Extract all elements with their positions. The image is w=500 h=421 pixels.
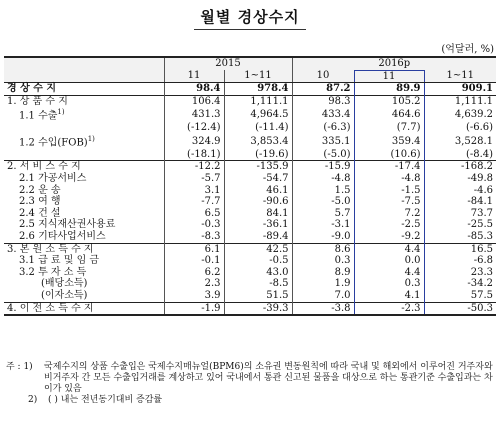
row-label (4, 267, 164, 279)
cell-value: 5.7 (292, 208, 354, 220)
cell-value: -0.5 (224, 255, 292, 267)
row-label (4, 185, 164, 197)
table-body (4, 83, 496, 315)
cell-value: -168.2 (424, 161, 496, 173)
cell-value: (-18.1) (164, 149, 224, 161)
cell-value: 51.5 (224, 290, 292, 302)
title-wrap (0, 6, 500, 30)
cell-value: (-19.6) (224, 149, 292, 161)
cell-value: 1,111.1 (224, 95, 292, 107)
cell-value: 87.2 (292, 83, 354, 96)
row-label-text: 1. 상 품 수 지 (7, 95, 68, 107)
cell-value: -84.1 (424, 196, 496, 208)
cell-value: 6.1 (164, 243, 224, 255)
cell-value: 42.5 (224, 243, 292, 255)
cell-value: -49.8 (424, 173, 496, 185)
row-label (4, 173, 164, 185)
table-row (4, 107, 496, 122)
cell-value: -39.3 (224, 302, 292, 315)
cell-value: -89.4 (224, 231, 292, 243)
cell-value: -0.1 (164, 255, 224, 267)
cell-value: 16.5 (424, 243, 496, 255)
cell-value: (-8.4) (424, 149, 496, 161)
cell-value: (-6.3) (292, 122, 354, 134)
cell-value: -0.3 (164, 219, 224, 231)
cell-value: 4.4 (354, 267, 424, 279)
row-label-text: 1.1 수출 (19, 110, 58, 122)
table-row (4, 208, 496, 220)
cell-value: 0.3 (354, 278, 424, 290)
row-label-text: 3. 본 원 소 득 수 지 (7, 243, 94, 255)
cell-value: -36.1 (224, 219, 292, 231)
row-label (4, 208, 164, 220)
cell-value: 359.4 (354, 134, 424, 149)
row-label (4, 149, 164, 161)
cell-value: -135.9 (224, 161, 292, 173)
cell-value: 73.7 (424, 208, 496, 220)
row-label (4, 219, 164, 231)
table-row (4, 196, 496, 208)
cell-value: -4.6 (424, 185, 496, 197)
footnote-text: 국제수지의 상품 수출입은 국제수지매뉴얼(BPM6)의 소유권 변동원칙에 따라 국내 및 해외에서 이루어진 거주자와 비거주자 간 모든 수출입거래를 계상하고 있어 국내에서 통관 신고된 물품을 대상으로 하는 통관기준 수출입과는 차이가 있음 (44, 362, 493, 394)
cell-value: 1,111.1 (424, 95, 496, 107)
row-label (4, 255, 164, 267)
col-header: 1~11 (424, 70, 496, 83)
cell-value: -50.3 (424, 302, 496, 315)
row-label-text: 경 상 수 지 (7, 83, 57, 95)
row-label (4, 83, 164, 96)
cell-value: -4.8 (292, 173, 354, 185)
table-row (4, 267, 496, 279)
row-label (4, 243, 164, 255)
cell-value: 433.4 (292, 107, 354, 122)
table-row (4, 122, 496, 134)
row-label-text: 4. 이 전 소 득 수 지 (7, 302, 94, 314)
cell-value: 0.0 (354, 255, 424, 267)
cell-value: 8.6 (292, 243, 354, 255)
cell-value: 98.3 (292, 95, 354, 107)
footnote-ref: 1) (87, 134, 95, 143)
cell-value: 4,639.2 (424, 107, 496, 122)
footnote-mark: 주 : 1) (6, 362, 33, 372)
cell-value: 464.6 (354, 107, 424, 122)
row-label-text: 1.2 수입(FOB) (19, 137, 88, 149)
cell-value: 7.2 (354, 208, 424, 220)
cell-value: -25.5 (424, 219, 496, 231)
table-row (4, 134, 496, 149)
row-label (4, 231, 164, 243)
table-row (4, 185, 496, 197)
row-label-text: 2. 서 비 스 수 지 (7, 161, 81, 173)
page-title: 월별 경상수지 (194, 6, 305, 30)
table-row (4, 83, 496, 96)
table-row (4, 149, 496, 161)
row-label (4, 95, 164, 107)
cell-value: 23.3 (424, 267, 496, 279)
cell-value: 105.2 (354, 95, 424, 107)
table-row (4, 290, 496, 302)
table-row (4, 95, 496, 107)
row-label-text: 2.5 지식재산권사용료 (19, 219, 116, 231)
cell-value: 3,528.1 (424, 134, 496, 149)
row-label-text: 2.1 가공서비스 (19, 173, 87, 184)
footnote-text: ( ) 내는 전년동기대비 증감률 (48, 395, 163, 405)
cell-value: -7.5 (354, 196, 424, 208)
row-label-text: (배당소득) (41, 278, 88, 290)
header-year-2016: 2016p (292, 57, 496, 70)
cell-value: 6.5 (164, 208, 224, 220)
cell-value: -6.8 (424, 255, 496, 267)
row-label-text: 2.6 기타사업서비스 (19, 230, 106, 242)
row-label-text: 2.3 여 행 (19, 196, 61, 208)
row-label (4, 107, 164, 122)
table-row (4, 219, 496, 231)
cell-value: -8.3 (164, 231, 224, 243)
cell-value: 98.4 (164, 83, 224, 96)
row-label (4, 196, 164, 208)
cell-value: -1.5 (354, 185, 424, 197)
cell-value: 431.3 (164, 107, 224, 122)
current-account-table (4, 56, 496, 316)
cell-value: 335.1 (292, 134, 354, 149)
cell-value: (-6.6) (424, 122, 496, 134)
cell-value: (-12.4) (164, 122, 224, 134)
cell-value: 43.0 (224, 267, 292, 279)
col-header: 11 (164, 70, 224, 83)
row-label-text: 3.1 급 료 및 임 금 (19, 255, 100, 267)
row-label (4, 161, 164, 173)
cell-value: -85.3 (424, 231, 496, 243)
cell-value: -12.2 (164, 161, 224, 173)
row-label-text: 3.2 투 자 소 득 (19, 266, 87, 278)
cell-value: 6.2 (164, 267, 224, 279)
table-row (4, 231, 496, 243)
row-label (4, 134, 164, 149)
cell-value: 4,964.5 (224, 107, 292, 122)
cell-value: 106.4 (164, 95, 224, 107)
table-row (4, 173, 496, 185)
row-label-text: 2.4 건 설 (19, 207, 61, 219)
footnote-mark: 2) (28, 395, 38, 405)
cell-value: (10.6) (354, 149, 424, 161)
cell-value: 89.9 (354, 83, 424, 96)
cell-value: -90.6 (224, 196, 292, 208)
table-row (4, 161, 496, 173)
cell-value: 8.9 (292, 267, 354, 279)
cell-value: -9.2 (354, 231, 424, 243)
cell-value: 909.1 (424, 83, 496, 96)
cell-value: 7.0 (292, 290, 354, 302)
col-header-highlight: 11 (354, 70, 424, 83)
cell-value: -5.0 (292, 196, 354, 208)
row-label (4, 278, 164, 290)
cell-value: 57.5 (424, 290, 496, 302)
footnote-ref: 1) (57, 108, 65, 117)
cell-value: 1.9 (292, 278, 354, 290)
table-row (4, 302, 496, 315)
cell-value: -34.2 (424, 278, 496, 290)
footnotes (6, 362, 494, 406)
cell-value: -8.5 (224, 278, 292, 290)
header-corner (4, 57, 164, 83)
cell-value: -7.7 (164, 196, 224, 208)
header-year-2015: 2015 (164, 57, 292, 70)
row-label (4, 302, 164, 315)
table-row (4, 255, 496, 267)
cell-value: 1.5 (292, 185, 354, 197)
cell-value: 46.1 (224, 185, 292, 197)
cell-value: -5.7 (164, 173, 224, 185)
cell-value: 4.4 (354, 243, 424, 255)
table-row (4, 243, 496, 255)
cell-value: 84.1 (224, 208, 292, 220)
cell-value: (7.7) (354, 122, 424, 134)
cell-value: -9.0 (292, 231, 354, 243)
table-row (4, 278, 496, 290)
cell-value: -3.8 (292, 302, 354, 315)
cell-value: -15.9 (292, 161, 354, 173)
footnote-2 (6, 395, 494, 406)
cell-value: -1.9 (164, 302, 224, 315)
row-label (4, 122, 164, 134)
row-label (4, 290, 164, 302)
cell-value: 2.3 (164, 278, 224, 290)
cell-value: -2.5 (354, 219, 424, 231)
cell-value: -2.3 (354, 302, 424, 315)
cell-value: 4.1 (354, 290, 424, 302)
cell-value: 324.9 (164, 134, 224, 149)
cell-value: 0.3 (292, 255, 354, 267)
col-header: 1~11 (224, 70, 292, 83)
cell-value: -17.4 (354, 161, 424, 173)
cell-value: -4.8 (354, 173, 424, 185)
cell-value: -3.1 (292, 219, 354, 231)
col-header: 10 (292, 70, 354, 83)
cell-value: -54.7 (224, 173, 292, 185)
unit-label: (억달러, %) (441, 44, 494, 55)
cell-value: (-5.0) (292, 149, 354, 161)
cell-value: (-11.4) (224, 122, 292, 134)
cell-value: 3.1 (164, 185, 224, 197)
cell-value: 3,853.4 (224, 134, 292, 149)
row-label-text: (이자소득) (41, 289, 88, 301)
cell-value: 978.4 (224, 83, 292, 96)
footnote-1 (6, 362, 494, 395)
row-label-text: 2.2 운 송 (19, 184, 61, 196)
cell-value: 3.9 (164, 290, 224, 302)
